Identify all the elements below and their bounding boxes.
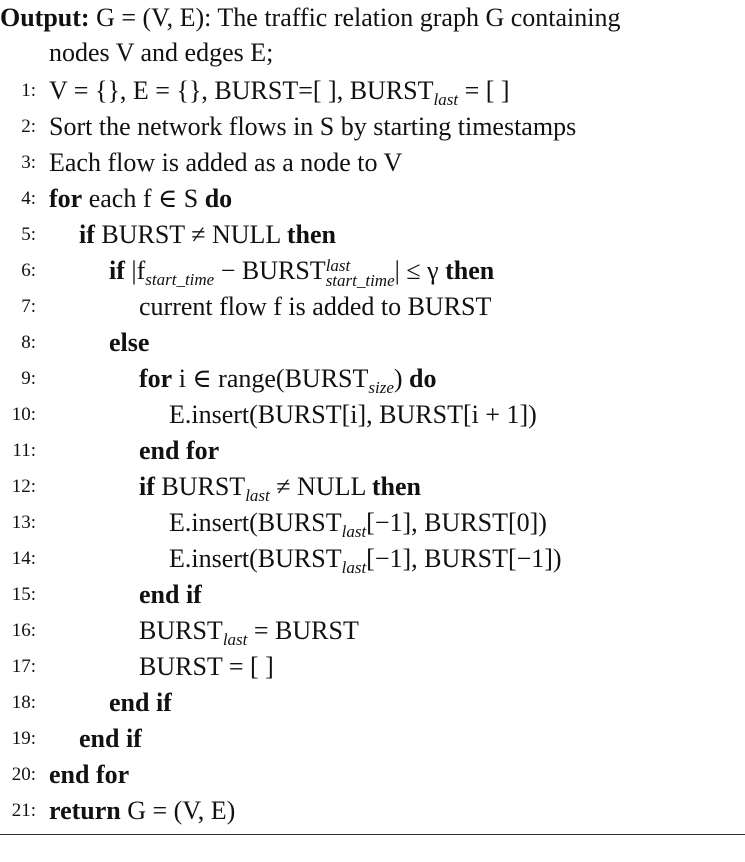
algorithm-bottom-rule (0, 834, 745, 835)
line-number: 4: (21, 188, 36, 209)
line-number: 10: (11, 404, 36, 425)
line-number: 13: (11, 512, 36, 533)
code-subscript: last (222, 630, 248, 649)
code-subscript: last (433, 90, 459, 109)
line-number: 8: (21, 332, 36, 353)
keyword: end if (139, 580, 202, 609)
keyword: for (49, 184, 83, 213)
code-tail: ) (393, 364, 410, 393)
code-line-17 (139, 649, 274, 685)
code-subscript: start_time (325, 271, 395, 291)
code-subscript: size (368, 378, 394, 397)
line-number: 14: (11, 548, 36, 569)
keyword: end for (139, 436, 220, 465)
line-number: 19: (11, 728, 36, 749)
keyword: then (286, 220, 336, 249)
code-line-7 (139, 289, 491, 325)
code-line-21 (49, 793, 235, 829)
keyword: end if (109, 688, 172, 717)
output-text-line2: nodes V and edges E; (49, 38, 274, 67)
code-text: Each flow is added as a node to V (49, 148, 403, 177)
keyword: end for (49, 760, 130, 789)
code-tail: = [ ] (458, 76, 510, 105)
keyword: if (79, 220, 95, 249)
keyword: else (109, 328, 150, 357)
code-text: G = (V, E) (120, 796, 236, 825)
code-subscript: start_time (145, 270, 215, 289)
code-text: BURST (139, 616, 223, 645)
code-tail: [−1], BURST[0]) (366, 508, 547, 537)
code-text: Sort the network flows in S by starting timestamps (49, 112, 577, 141)
line-number: 1: (21, 80, 36, 101)
output-text-line1: G = (V, E): The traffic relation graph G containing (89, 3, 621, 32)
code-line-11 (139, 433, 219, 469)
line-number: 17: (11, 656, 36, 677)
line-number: 5: (21, 224, 36, 245)
line-number: 18: (11, 692, 36, 713)
code-text: BURST = [ ] (139, 652, 274, 681)
code-line-14 (169, 541, 562, 586)
keyword: for (139, 364, 173, 393)
code-text: E.insert(BURST (169, 508, 342, 537)
output-declaration-continued (49, 37, 273, 69)
code-text: V = {}, E = {}, BURST=[ ], BURST (49, 76, 434, 105)
line-number: 9: (21, 368, 36, 389)
code-text: E.insert(BURST (169, 544, 342, 573)
keyword: if (139, 472, 155, 501)
code-line-19 (79, 721, 142, 757)
keyword: end if (79, 724, 142, 753)
line-number: 15: (11, 584, 36, 605)
line-number: 3: (21, 152, 36, 173)
keyword: do (409, 364, 437, 393)
code-text: E.insert(BURST[i], BURST[i + 1]) (169, 400, 537, 429)
code-subscript: last (245, 486, 270, 505)
code-line-10 (169, 397, 537, 433)
line-number: 20: (11, 764, 36, 785)
code-superscript: last (325, 256, 351, 276)
line-number: 11: (12, 440, 36, 461)
code-mid: − BURST (214, 256, 326, 285)
code-line-15 (139, 577, 202, 613)
code-line-3 (49, 145, 402, 181)
code-tail: | ≤ γ (394, 256, 446, 285)
code-text: each f ∈ S (82, 184, 205, 213)
keyword: return (49, 796, 121, 825)
code-text: BURST (154, 472, 246, 501)
code-subscript: last (341, 558, 367, 577)
code-tail: ≠ NULL (269, 472, 372, 501)
keyword: then (371, 472, 422, 501)
keyword: then (445, 256, 495, 285)
code-line-2 (49, 109, 576, 145)
code-line-4 (49, 181, 232, 217)
line-number: 2: (21, 116, 36, 137)
line-number: 12: (11, 476, 36, 497)
code-subscript: last (341, 522, 367, 541)
code-line-5 (79, 217, 336, 253)
keyword: do (204, 184, 233, 213)
code-line-18 (109, 685, 172, 721)
keyword: if (109, 256, 125, 285)
code-tail: [−1], BURST[−1]) (366, 544, 562, 573)
code-text: |f (124, 256, 146, 285)
code-text: BURST ≠ NULL (94, 220, 287, 249)
output-label: Output: (0, 3, 90, 32)
line-number: 21: (11, 800, 36, 821)
code-line-8 (109, 325, 149, 361)
code-line-20 (49, 757, 129, 793)
code-tail: = BURST (247, 616, 359, 645)
code-text: i ∈ range(BURST (172, 364, 369, 393)
line-number: 6: (21, 260, 36, 281)
code-text: current flow f is added to BURST (139, 292, 492, 321)
line-number: 7: (21, 296, 36, 317)
output-declaration (0, 2, 745, 34)
sup-sub-stack (325, 256, 395, 291)
line-number: 16: (11, 620, 36, 641)
